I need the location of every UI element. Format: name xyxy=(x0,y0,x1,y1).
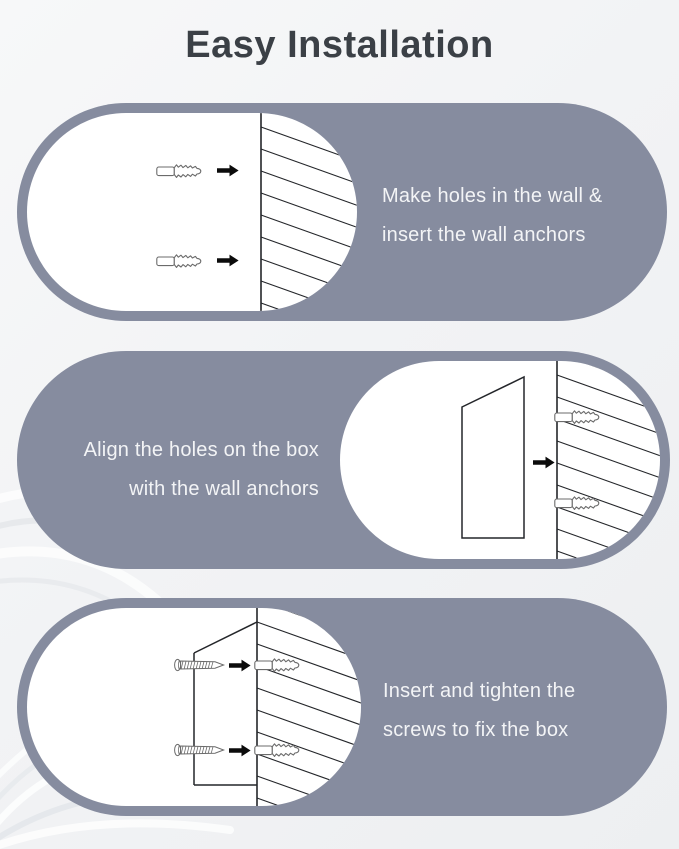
step-text-line: Make holes in the wall & xyxy=(382,185,603,207)
right-arrow-icon xyxy=(229,660,251,672)
step-2-illustration xyxy=(340,361,660,559)
wall-anchor-icon xyxy=(157,165,201,178)
page-title: Easy Installation xyxy=(185,24,494,66)
step-3-card xyxy=(17,598,667,816)
step-text-line: insert the wall anchors xyxy=(382,224,586,246)
wall-anchor-icon xyxy=(555,497,599,510)
right-arrow-icon xyxy=(217,165,239,177)
step-3-text xyxy=(383,672,575,750)
hatched-wall xyxy=(557,361,660,559)
step-1-illustration xyxy=(27,113,357,311)
step-1-card xyxy=(17,103,667,321)
step-text-line: Align the holes on the box xyxy=(83,439,319,461)
wall-anchor-icon xyxy=(255,659,299,672)
step-text-line: Insert and tighten the xyxy=(383,680,576,702)
junction-box-outline xyxy=(462,377,524,538)
junction-box-outline xyxy=(194,622,257,785)
step-3-illustration xyxy=(27,608,361,806)
step-2-text xyxy=(84,431,319,509)
step-text-line: with the wall anchors xyxy=(129,478,319,500)
step-text-line: screws to fix the box xyxy=(383,719,569,741)
wall-anchor-icon xyxy=(255,744,299,757)
wall-anchor-icon xyxy=(555,411,599,424)
hatched-wall xyxy=(257,608,361,806)
screw-icon xyxy=(175,744,224,755)
hatched-wall xyxy=(261,113,357,311)
right-arrow-icon xyxy=(229,745,251,757)
screw-icon xyxy=(175,659,224,670)
right-arrow-icon xyxy=(533,457,555,469)
step-1-text xyxy=(382,177,602,255)
right-arrow-icon xyxy=(217,255,239,267)
wall-anchor-icon xyxy=(157,255,201,268)
step-2-card xyxy=(17,351,670,569)
